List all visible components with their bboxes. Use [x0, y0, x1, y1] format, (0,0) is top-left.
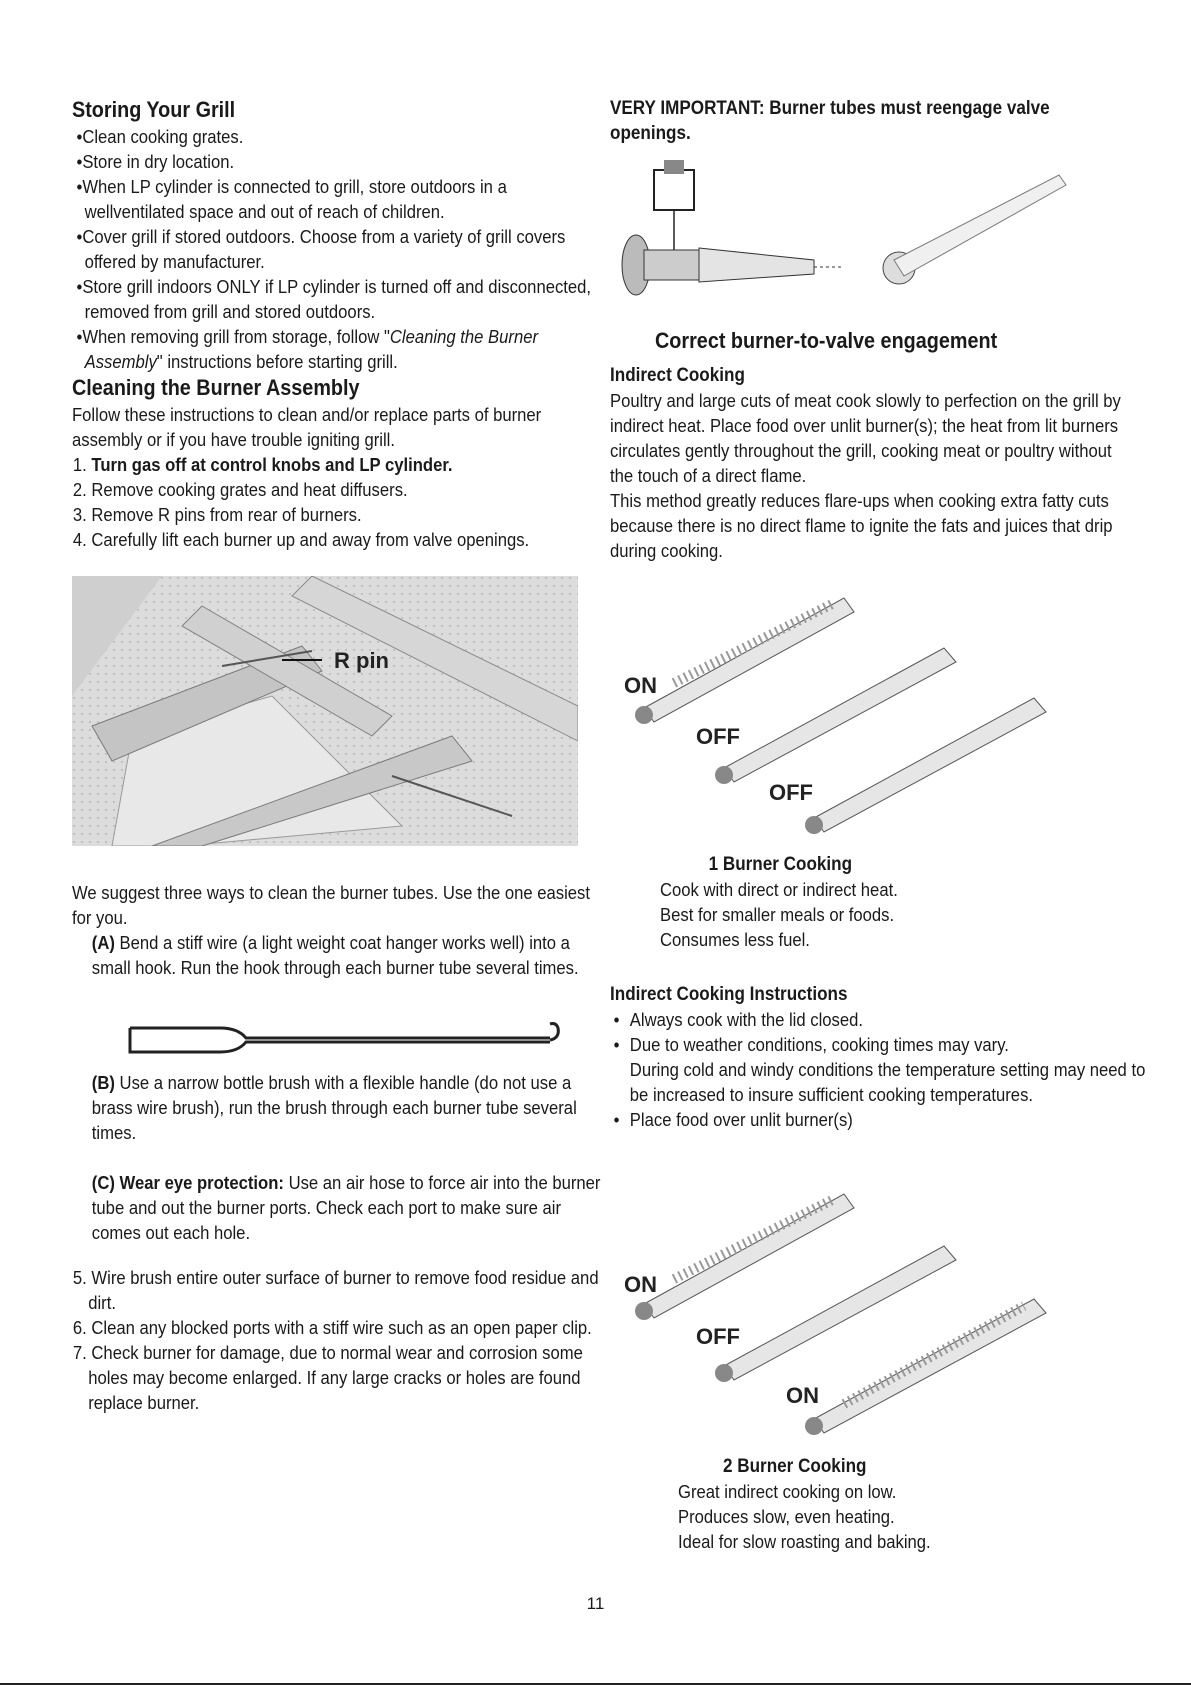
- storing-bullet: [72, 324, 604, 374]
- storing-bullet: •Cover grill if stored outdoors. Choose from a variety of grill covers offered by manufacturer.: [76, 226, 566, 272]
- one-burner-line: Best for smaller meals or foods.: [660, 904, 895, 925]
- burner-valve-illustration: [614, 160, 1114, 310]
- instruction-text: Due to weather conditions, cooking times may vary.: [629, 1034, 1009, 1055]
- step-5: 5. Wire brush entire outer surface of burner to remove food residue and dirt.: [72, 1267, 599, 1313]
- right-column-middle: [610, 327, 1130, 563]
- two-burner-figure: [614, 1184, 1084, 1446]
- burner-tube: [635, 1194, 854, 1320]
- indirect-cooking-paragraph: This method greatly reduces flare-ups when cooking extra fatty cuts because there is no direct flame to ignite the fats and juices that drip during cooking.: [610, 490, 1113, 561]
- burner-state-label: OFF: [696, 1324, 740, 1349]
- method-label: (A): [91, 932, 115, 953]
- suggest-text: We suggest three ways to clean the burner tubes. Use the one easiest for you.: [72, 882, 591, 928]
- r-pin-label: R pin: [334, 648, 389, 673]
- valve-caption: Correct burner-to-valve engagement: [655, 328, 998, 353]
- cleaning-intro: Follow these instructions to clean and/or replace parts of burner assembly or if you have trouble igniting grill.: [72, 404, 542, 450]
- method-c: [72, 1170, 611, 1245]
- step-number: 1.: [72, 454, 87, 475]
- step-1: [72, 452, 608, 477]
- bullet-icon: •: [613, 1034, 620, 1055]
- left-column-lower: [72, 880, 592, 980]
- left-column: [72, 96, 592, 552]
- method-a: [72, 930, 611, 980]
- method-text: Use an air hose to force air into the burner tube and out the burner ports. Check each port to make sure air comes out each hole.: [91, 1172, 601, 1243]
- method-label: (B): [91, 1072, 115, 1093]
- burner-state-label: ON: [624, 1272, 657, 1297]
- burner-tubes-illustration: [614, 1184, 1084, 1446]
- one-burner-title: 1 Burner Cooking: [708, 854, 853, 875]
- bullet-icon: •: [613, 1109, 620, 1130]
- indirect-cooking-paragraph: Poultry and large cuts of meat cook slowly to perfection on the grill by indirect heat. Place food over unlit burner(s); the heat from lit burners circulates gently throughout the grill, cooking meat or poultry without the touch of a direct flame.: [610, 390, 1121, 486]
- instruction-continuation: During cold and windy conditions the temperature setting may need to be increased to insure sufficient cooking temperatures.: [629, 1059, 1146, 1105]
- storing-bullet: •When LP cylinder is connected to grill, store outdoors in a wellventilated space and out of reach of children.: [76, 176, 507, 222]
- valve-engagement-figure: [614, 160, 1114, 310]
- burner-state-label: ON: [624, 673, 657, 698]
- step-4: 4. Carefully lift each burner up and away from valve openings.: [72, 529, 530, 550]
- left-column-bottom: [72, 1070, 601, 1415]
- method-text: Use a narrow bottle brush with a flexible handle (do not use a brass wire brush), run the brush through each burner tube several times.: [91, 1072, 577, 1143]
- burner-state-label: OFF: [696, 724, 740, 749]
- wire-hook-icon: [120, 1018, 560, 1064]
- instruction-item: [610, 1107, 1149, 1132]
- instruction-item: [610, 1007, 1149, 1032]
- important-note: VERY IMPORTANT: Burner tubes must reengage valve openings.: [610, 98, 1050, 144]
- burner-tube: [635, 598, 854, 724]
- storing-bullet: •Store in dry location.: [76, 151, 235, 172]
- storing-bullet: •Clean cooking grates.: [76, 126, 244, 147]
- step-2: 2. Remove cooking grates and heat diffusers.: [72, 479, 408, 500]
- step-7: 7. Check burner for damage, due to normal wear and corrosion some holes may become enlarged. If any large cracks or holes are found replace burner.: [72, 1342, 583, 1413]
- wire-hook-figure: [120, 1018, 560, 1064]
- bullet-icon: •: [613, 1009, 620, 1030]
- instruction-text: Always cook with the lid closed.: [629, 1009, 864, 1030]
- two-burner-line: Produces slow, even heating.: [678, 1506, 895, 1527]
- cleaning-reference: Cleaning the Burner Assembly: [84, 326, 539, 372]
- cleaning-title: Cleaning the Burner Assembly: [72, 375, 360, 400]
- step-3: 3. Remove R pins from rear of burners.: [72, 504, 362, 525]
- right-column: [610, 96, 1130, 146]
- one-burner-figure: [614, 588, 1084, 843]
- storing-title: Storing Your Grill: [72, 97, 236, 122]
- method-label: (C) Wear eye protection:: [91, 1172, 284, 1193]
- one-burner-line: Consumes less fuel.: [660, 929, 810, 950]
- bullet-text: " instructions before starting grill.: [156, 351, 398, 372]
- instruction-text: Place food over unlit burner(s): [629, 1109, 853, 1130]
- indirect-cooking-title: Indirect Cooking: [610, 365, 745, 386]
- step-text: Turn gas off at control knobs and LP cylinder.: [91, 454, 453, 475]
- burner-state-label: ON: [786, 1383, 819, 1408]
- step-6: 6. Clean any blocked ports with a stiff wire such as an open paper clip.: [72, 1317, 592, 1338]
- instructions-title: Indirect Cooking Instructions: [610, 984, 848, 1005]
- page-number: 11: [586, 1594, 605, 1613]
- one-burner-caption: [660, 852, 1180, 952]
- storing-bullet: •Store grill indoors ONLY if LP cylinder is turned off and disconnected, removed from grill and stored outdoors.: [76, 276, 592, 322]
- r-pin-figure: [72, 576, 578, 846]
- method-text: Bend a stiff wire (a light weight coat hanger works well) into a small hook. Run the hook through each burner tube several times.: [91, 932, 579, 978]
- instruction-item: [610, 1032, 1149, 1057]
- two-burner-title: 2 Burner Cooking: [723, 1456, 867, 1477]
- instructions-section: [610, 982, 1146, 1132]
- burner-assembly-illustration: [72, 576, 578, 846]
- one-burner-line: Cook with direct or indirect heat.: [660, 879, 898, 900]
- bullet-text: •When removing grill from storage, follow ": [76, 326, 390, 347]
- burner-tubes-illustration: [614, 588, 1084, 843]
- two-burner-line: Ideal for slow roasting and baking.: [678, 1531, 931, 1552]
- method-b: [72, 1070, 611, 1145]
- two-burner-caption: [678, 1454, 1191, 1554]
- two-burner-line: Great indirect cooking on low.: [678, 1481, 897, 1502]
- burner-state-label: OFF: [769, 780, 813, 805]
